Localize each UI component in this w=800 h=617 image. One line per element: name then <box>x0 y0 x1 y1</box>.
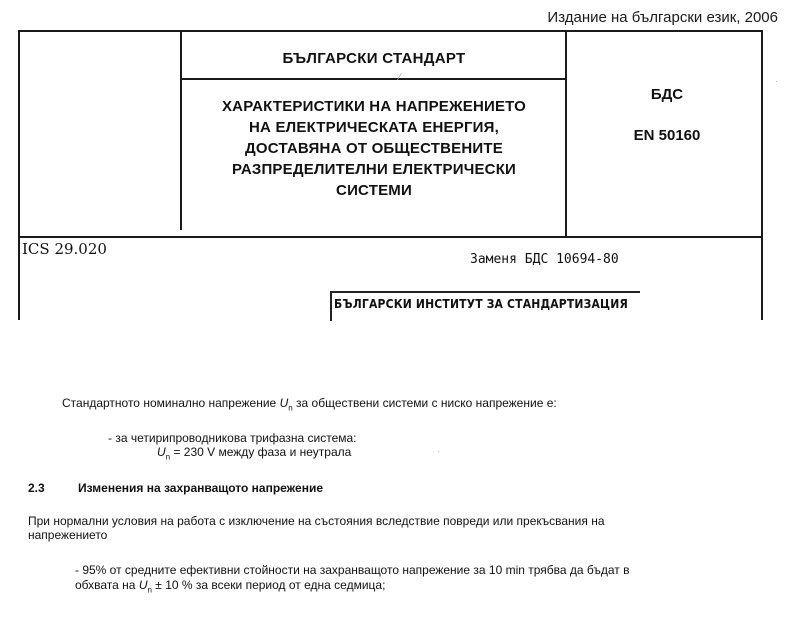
ics-code: ICS 29.020 <box>22 240 107 258</box>
replaces-note: Заменя БДС 10694-80 <box>470 252 619 267</box>
edition-note: Издание на български език, 2006 <box>547 9 778 26</box>
voltage-symbol: U <box>279 396 289 410</box>
scan-speck: · <box>437 446 441 457</box>
frame-mid-line <box>18 236 762 238</box>
voltage-subscript: n <box>147 585 152 595</box>
voltage-subscript: n <box>288 403 293 413</box>
frame-left-line <box>18 30 20 320</box>
subject-line: ХАРАКТЕРИСТИКИ НА НАПРЕЖЕНИЕТО <box>221 98 527 115</box>
standard-code-prefix: БДС <box>650 86 684 103</box>
stamp-left-border <box>330 291 332 321</box>
section-number: 2.3 <box>28 481 45 495</box>
nominal-value-line <box>157 445 351 461</box>
subject-line: РАЗПРЕДЕЛИТЕЛНИ ЕЛЕКТРИЧЕСКИ <box>231 161 517 178</box>
paragraph-line: напрежението <box>28 528 108 542</box>
institute-stamp <box>330 291 640 321</box>
voltage-symbol: U <box>157 445 166 459</box>
bullet-line: - 95% от средните ефективни стойности на захранващото напрежение за 10 min трябва да бъдат в <box>75 563 630 577</box>
bullet-line <box>75 578 385 594</box>
scan-speck: · <box>775 76 779 87</box>
frame-top-line <box>18 30 762 32</box>
scan-speck: ⁄ <box>399 72 401 83</box>
bullet-post: ± 10 % за всеки период от една седмица; <box>151 578 386 592</box>
subject-line: СИСТЕМИ <box>336 182 412 199</box>
section-title: Изменения на захранващото напрежение <box>78 481 323 495</box>
stamp-top-border <box>330 291 640 293</box>
nominal-post: за обществени системи с ниско напрежение е: <box>292 396 557 410</box>
nominal-voltage-statement <box>62 396 557 412</box>
subject-line: НА ЕЛЕКТРИЧЕСКАТА ЕНЕРГИЯ, <box>249 119 499 136</box>
frame-title-divider <box>180 78 567 80</box>
voltage-symbol: U <box>138 578 148 592</box>
standard-subject <box>182 96 566 201</box>
paragraph-line: При нормални условия на работа с изключение на състояния вследствие повреди или прекъсвания на <box>28 514 605 528</box>
bullet-pre: обхвата на <box>75 578 139 592</box>
standard-type-title: БЪЛГАРСКИ СТАНДАРТ <box>282 50 466 67</box>
voltage-subscript: n <box>165 452 171 462</box>
institute-name: БЪЛГАРСКИ ИНСТИТУТ ЗА СТАНДАРТИЗАЦИЯ <box>334 297 628 311</box>
system-type-line: - за четирипроводникова трифазна система: <box>108 431 357 445</box>
subject-line: ДОСТАВЯНА ОТ ОБЩЕСТВЕНИТЕ <box>245 140 503 157</box>
nominal-pre: Стандартното номинално напрежение <box>62 396 280 410</box>
nominal-value: = 230 V между фаза и неутрала <box>170 445 352 459</box>
standard-code-number: EN 50160 <box>633 127 701 144</box>
frame-right-line <box>761 30 763 320</box>
